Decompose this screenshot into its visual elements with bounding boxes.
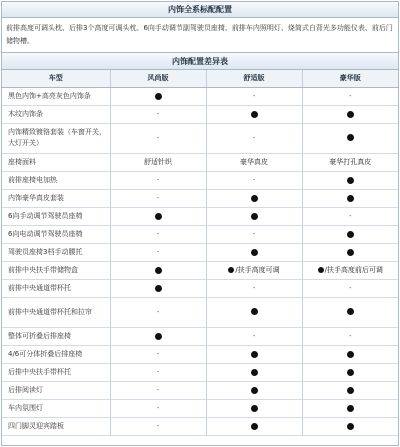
standard-feature-dot-icon xyxy=(228,267,234,273)
standard-feature-dot-icon xyxy=(251,351,258,358)
standard-feature-dot-icon xyxy=(155,267,162,274)
standard-feature-dot-icon xyxy=(347,369,354,376)
row-label: 驾驶员座椅3档手动腰托 xyxy=(2,243,110,261)
column-header-model: 车型 xyxy=(2,70,110,87)
not-available-dash: - xyxy=(156,110,160,118)
table-cell xyxy=(302,87,398,105)
table-cell xyxy=(110,189,206,207)
difference-table xyxy=(2,70,398,436)
not-available-dash: - xyxy=(156,194,160,202)
row-label: 6向电动调节驾驶员座椅 xyxy=(2,225,110,243)
table-cell xyxy=(110,363,206,381)
table-cell xyxy=(206,207,302,225)
standard-feature-dot-icon xyxy=(347,177,354,184)
row-label: 内饰精致镀铬套装（车窗开关，大灯开关） xyxy=(2,123,110,153)
standard-feature-dot-icon xyxy=(347,134,354,141)
table-cell xyxy=(302,105,398,123)
not-available-dash: - xyxy=(156,133,160,142)
table-cell xyxy=(110,243,206,261)
row-label: 4/6可分体折叠后排座椅 xyxy=(2,345,110,363)
row-label: 四门脚灵迎宾踏板 xyxy=(2,417,110,435)
standard-config-title: 内饰全系标配配置 xyxy=(2,2,398,18)
table-row xyxy=(2,243,398,261)
not-available-dash: - xyxy=(156,230,160,238)
table-cell xyxy=(110,399,206,417)
not-available-dash: - xyxy=(252,92,256,100)
standard-feature-dot-icon xyxy=(155,93,162,100)
standard-feature-dot-icon xyxy=(251,111,258,118)
table-cell xyxy=(110,261,206,279)
table-row xyxy=(2,261,398,279)
table-cell xyxy=(206,105,302,123)
table-cell xyxy=(206,297,302,327)
standard-feature-dot-icon xyxy=(155,285,162,292)
table-cell xyxy=(206,327,302,345)
not-available-dash: - xyxy=(348,332,352,340)
row-label: 内饰豪华真皮套装 xyxy=(2,189,110,207)
not-available-dash: - xyxy=(156,404,160,412)
table-cell xyxy=(110,225,206,243)
table-cell xyxy=(110,279,206,297)
standard-feature-dot-icon xyxy=(347,249,354,256)
table-cell xyxy=(302,417,398,435)
not-available-dash: - xyxy=(252,230,256,238)
table-row xyxy=(2,279,398,297)
standard-feature-dot-icon xyxy=(251,249,258,256)
row-label: 黑色内饰+高亮灰色内饰条 xyxy=(2,87,110,105)
table-cell xyxy=(302,207,398,225)
standard-config-text: 前排高度可调头枕、后排3个高度可调头枕、6向手动调节副驾驶员座椅、前排车内照明灯、烧简式白背光多功能仪表、前后门储物槽。 xyxy=(2,18,398,53)
standard-feature-dot-icon xyxy=(251,195,258,202)
row-label: 后排中央扶手带杯托 xyxy=(2,363,110,381)
table-cell xyxy=(206,363,302,381)
table-cell xyxy=(206,261,302,279)
row-label: 后排阅读灯 xyxy=(2,381,110,399)
row-label: 座椅面料 xyxy=(2,153,110,171)
row-label: 整体可折叠后排座椅 xyxy=(2,327,110,345)
standard-feature-dot-icon xyxy=(347,387,354,394)
standard-feature-dot-icon xyxy=(155,213,162,220)
not-available-dash: - xyxy=(156,386,160,394)
standard-feature-dot-icon xyxy=(347,308,354,315)
table-cell xyxy=(110,345,206,363)
table-cell xyxy=(302,171,398,189)
feature-note: /扶手高度前后可调 xyxy=(324,266,383,274)
table-row xyxy=(2,327,398,345)
row-label: 前排中央通道带杯托和拉帘 xyxy=(2,297,110,327)
table-cell xyxy=(302,123,398,153)
table-row xyxy=(2,363,398,381)
table-row xyxy=(2,123,398,153)
not-available-dash: - xyxy=(156,307,160,316)
table-row xyxy=(2,345,398,363)
not-available-dash: - xyxy=(156,422,160,430)
column-header-fengshang: 风尚版 xyxy=(110,70,206,87)
table-cell xyxy=(302,363,398,381)
table-cell xyxy=(302,261,398,279)
table-cell xyxy=(302,189,398,207)
table-cell xyxy=(302,279,398,297)
table-cell xyxy=(302,225,398,243)
table-cell xyxy=(302,297,398,327)
table-row xyxy=(2,105,398,123)
table-row xyxy=(2,153,398,171)
table-cell xyxy=(206,225,302,243)
table-cell xyxy=(206,189,302,207)
not-available-dash: - xyxy=(156,248,160,256)
table-cell xyxy=(110,123,206,153)
table-cell: 舒适针织 xyxy=(110,153,206,171)
row-label: 6向手动调节驾驶员座椅 xyxy=(2,207,110,225)
table-cell xyxy=(206,87,302,105)
table-cell xyxy=(110,381,206,399)
table-cell xyxy=(206,243,302,261)
table-cell xyxy=(206,381,302,399)
table-cell xyxy=(110,105,206,123)
table-cell xyxy=(206,171,302,189)
table-cell xyxy=(110,171,206,189)
table-row xyxy=(2,189,398,207)
table-body xyxy=(2,87,398,435)
standard-feature-dot-icon xyxy=(347,111,354,118)
table-cell xyxy=(206,399,302,417)
table-cell xyxy=(206,345,302,363)
standard-feature-dot-icon xyxy=(251,405,258,412)
table-cell: 豪华真皮 xyxy=(206,153,302,171)
not-available-dash: - xyxy=(252,176,256,184)
not-available-dash: - xyxy=(252,133,256,142)
table-cell xyxy=(110,327,206,345)
column-header-haohua: 豪华版 xyxy=(302,70,398,87)
difference-table-title: 内饰配置差异表 xyxy=(2,53,398,70)
row-label: 车内氛围灯 xyxy=(2,399,110,417)
feature-note: /扶手高度可调 xyxy=(235,266,280,274)
table-row xyxy=(2,381,398,399)
standard-feature-dot-icon xyxy=(347,405,354,412)
table-cell xyxy=(206,123,302,153)
not-available-dash: - xyxy=(348,284,352,292)
row-label: 前排中央扶手带储物盒 xyxy=(2,261,110,279)
standard-feature-dot-icon xyxy=(251,387,258,394)
not-available-dash: - xyxy=(156,368,160,376)
table-cell xyxy=(302,399,398,417)
standard-feature-dot-icon xyxy=(318,267,324,273)
table-cell xyxy=(206,417,302,435)
column-header-shushi: 舒适版 xyxy=(206,70,302,87)
table-cell xyxy=(110,297,206,327)
standard-feature-dot-icon xyxy=(251,213,258,220)
standard-feature-dot-icon xyxy=(251,369,258,376)
not-available-dash: - xyxy=(252,284,256,292)
table-row xyxy=(2,207,398,225)
row-label: 木纹内饰条 xyxy=(2,105,110,123)
table-cell xyxy=(206,279,302,297)
table-cell xyxy=(302,345,398,363)
not-available-dash: - xyxy=(156,350,160,358)
config-panel xyxy=(1,1,399,446)
table-row xyxy=(2,297,398,327)
table-cell: 豪华打孔真皮 xyxy=(302,153,398,171)
table-cell xyxy=(302,381,398,399)
not-available-dash: - xyxy=(156,176,160,184)
table-row xyxy=(2,171,398,189)
table-cell xyxy=(302,327,398,345)
table-cell xyxy=(110,87,206,105)
row-label: 前排中央通道带杯托 xyxy=(2,279,110,297)
table-row xyxy=(2,87,398,105)
standard-feature-dot-icon xyxy=(251,423,258,430)
not-available-dash: - xyxy=(348,212,352,220)
table-row xyxy=(2,399,398,417)
row-label: 前排座椅电加热 xyxy=(2,171,110,189)
standard-feature-dot-icon xyxy=(347,195,354,202)
standard-feature-dot-icon xyxy=(155,333,162,340)
not-available-dash: - xyxy=(348,92,352,100)
table-header-row xyxy=(2,70,398,87)
table-cell xyxy=(110,417,206,435)
standard-feature-dot-icon xyxy=(251,308,258,315)
table-row xyxy=(2,417,398,435)
not-available-dash: - xyxy=(252,332,256,340)
table-cell xyxy=(302,243,398,261)
standard-feature-dot-icon xyxy=(347,351,354,358)
standard-feature-dot-icon xyxy=(347,231,354,238)
standard-feature-dot-icon xyxy=(347,423,354,430)
table-cell xyxy=(110,207,206,225)
table-row xyxy=(2,225,398,243)
